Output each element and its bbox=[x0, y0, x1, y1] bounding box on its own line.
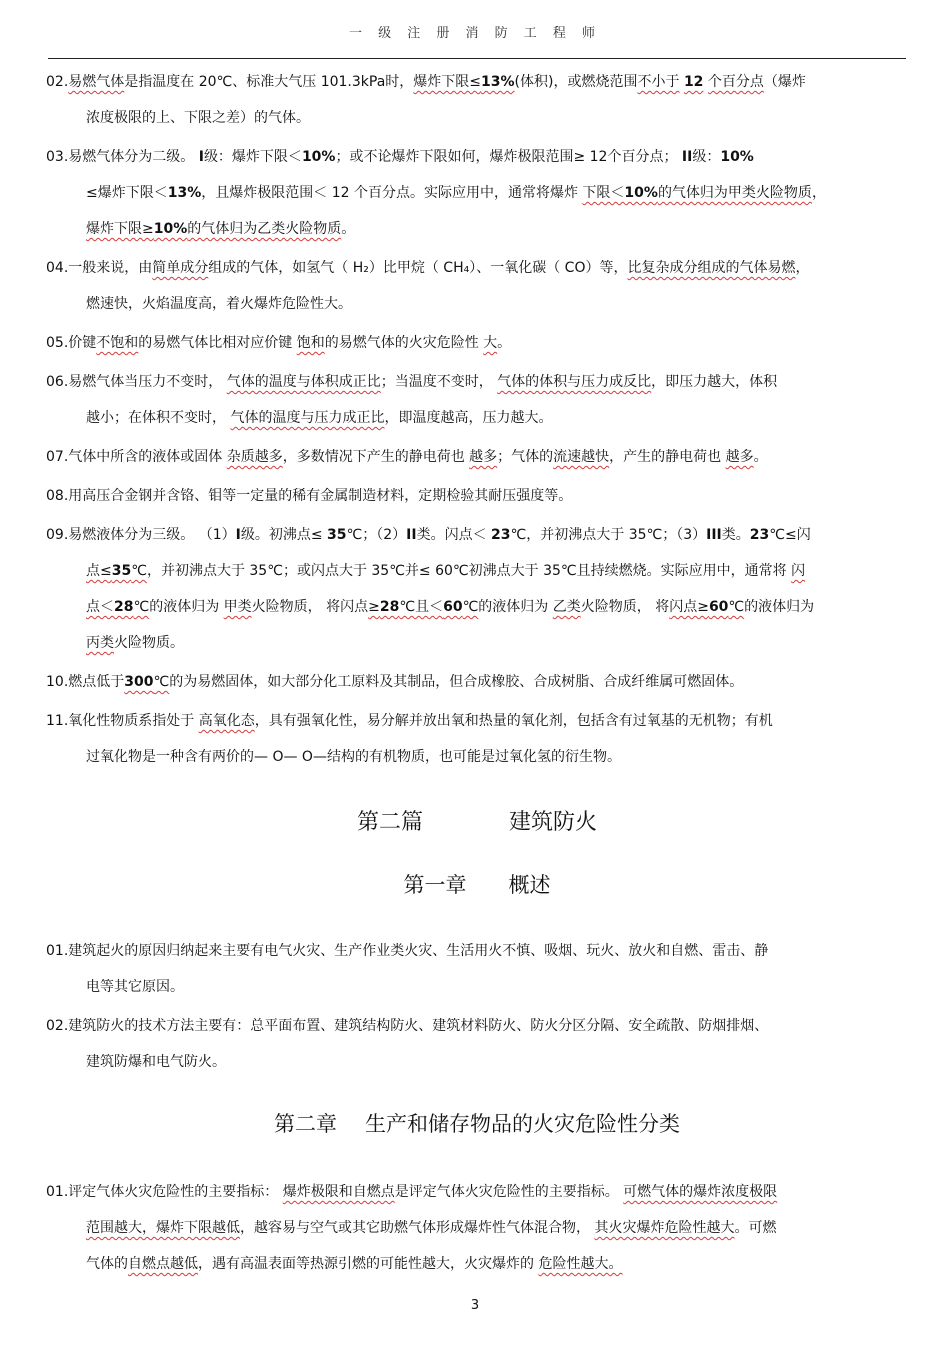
item-07: 07.气体中所含的液体或固体 杂质越多，多数情况下产生的静电荷也 越多；气体的流速越快，产生的静电荷也 越多。 bbox=[46, 449, 768, 465]
chapter-1-title bbox=[46, 865, 908, 905]
page-number: 3 bbox=[470, 1298, 480, 1313]
item-04: 04.一般来说，由简单成分组成的气体，如氢气（ H₂）比甲烷（ CH₄）、一氧化碳（ CO）等，比复杂成分组成的气体易燃， 燃速快，火焰温度高，着火爆炸危险性大。 bbox=[46, 260, 810, 312]
running-header: 一 级 注 册 消 防 工 程 师 bbox=[348, 26, 602, 41]
chapter-label: 第一章 bbox=[403, 873, 467, 897]
part-title bbox=[46, 803, 908, 843]
item-03: 03.易燃气体分为二级。 I级：爆炸下限＜10%；或不论爆炸下限如何，爆炸极限范围≥ 12个百分点； II级：10% ≤爆炸下限＜13%，且爆炸极限范围＜ 12 个百分点。实际应用中，通常将爆炸 下限＜10%的气体归为甲类火险物质， 爆炸下限≥10%的气体归为乙类火险物质。 bbox=[46, 149, 826, 237]
chapter-name: 生产和储存物品的火灾危险性分类 bbox=[365, 1112, 680, 1136]
item-08: 08.用高压合金钢并含铬、钼等一定量的稀有金属制造材料，定期检验其耐压强度等。 bbox=[46, 488, 573, 504]
item-09: 09.易燃液体分为三级。 （1）I级。初沸点≤ 35℃；（2）II类。闪点＜ 23℃，并初沸点大于 35℃；（3）III类。23℃≤闪 点≤35℃，并初沸点大于 35℃；或闪点大于 35℃并≤ 60℃初沸点大于 35℃且持续燃烧。实际应用中，通常将 闪 点＜28℃的液体归为 甲类火险物质， 将闪点≥28℃且＜60℃的液体归为 乙类火险物质， 将闪点≥60℃的液体归为 丙类火险物质。 bbox=[46, 527, 815, 651]
document-body bbox=[46, 64, 908, 1285]
item-10: 10.燃点低于300℃的为易燃固体，如大部分化工原料及其制品，但合成橡胶、合成树脂、合成纤维属可燃固体。 bbox=[46, 674, 744, 690]
item-11: 11.氧化性物质系指处于 高氧化态，具有强氧化性，易分解并放出氧和热量的氧化剂，包括含有过氧基的无机物；有机 过氧化物是一种含有两价的— O— O—结构的有机物质，也可能是过氧化氢的衍生物。 bbox=[46, 713, 773, 765]
part-name: 建筑防火 bbox=[509, 810, 598, 835]
chapter-name: 概述 bbox=[508, 873, 551, 897]
chapter2-item-01: 01.评定气体火灾危险性的主要指标： 爆炸极限和自燃点是评定气体火灾危险性的主要指标。 可燃气体的爆炸浓度极限 范围越大，爆炸下限越低，越容易与空气或其它助燃气体形成爆炸性气体混合物， 其火灾爆炸危险性越大。可燃 气体的自燃点越低，遇有高温表面等热源引燃的可能性越大，火灾爆炸的 危险性越大。 bbox=[46, 1184, 778, 1272]
chapter-2-title bbox=[46, 1104, 908, 1144]
part-label: 第二篇 bbox=[356, 810, 423, 835]
item-05: 05.价键不饱和的易燃气体比相对应价键 饱和的易燃气体的火灾危险性 大。 bbox=[46, 335, 512, 351]
item-02: 02.易燃气体是指温度在 20℃、标准大气压 101.3kPa时，爆炸下限≤13%(体积)，或燃烧范围不小于 12 个百分点（爆炸 浓度极限的上、下限之差）的气体。 bbox=[46, 74, 806, 126]
chapter-label: 第二章 bbox=[274, 1112, 337, 1136]
header-rule bbox=[48, 58, 906, 59]
chapter1-item-01: 01.建筑起火的原因归纳起来主要有电气火灾、生产作业类火灾、生活用火不慎、吸烟、玩火、放火和自燃、雷击、静 电等其它原因。 bbox=[46, 943, 769, 995]
item-06: 06.易燃气体当压力不变时， 气体的温度与体积成正比；当温度不变时， 气体的体积与压力成反比，即压力越大，体积 越小；在体积不变时， 气体的温度与压力成正比，即温度越高，压力越大。 bbox=[46, 374, 778, 426]
chapter1-item-02: 02.建筑防火的技术方法主要有：总平面布置、建筑结构防火、建筑材料防火、防火分区分隔、安全疏散、防烟排烟、 建筑防爆和电气防火。 bbox=[46, 1018, 769, 1070]
